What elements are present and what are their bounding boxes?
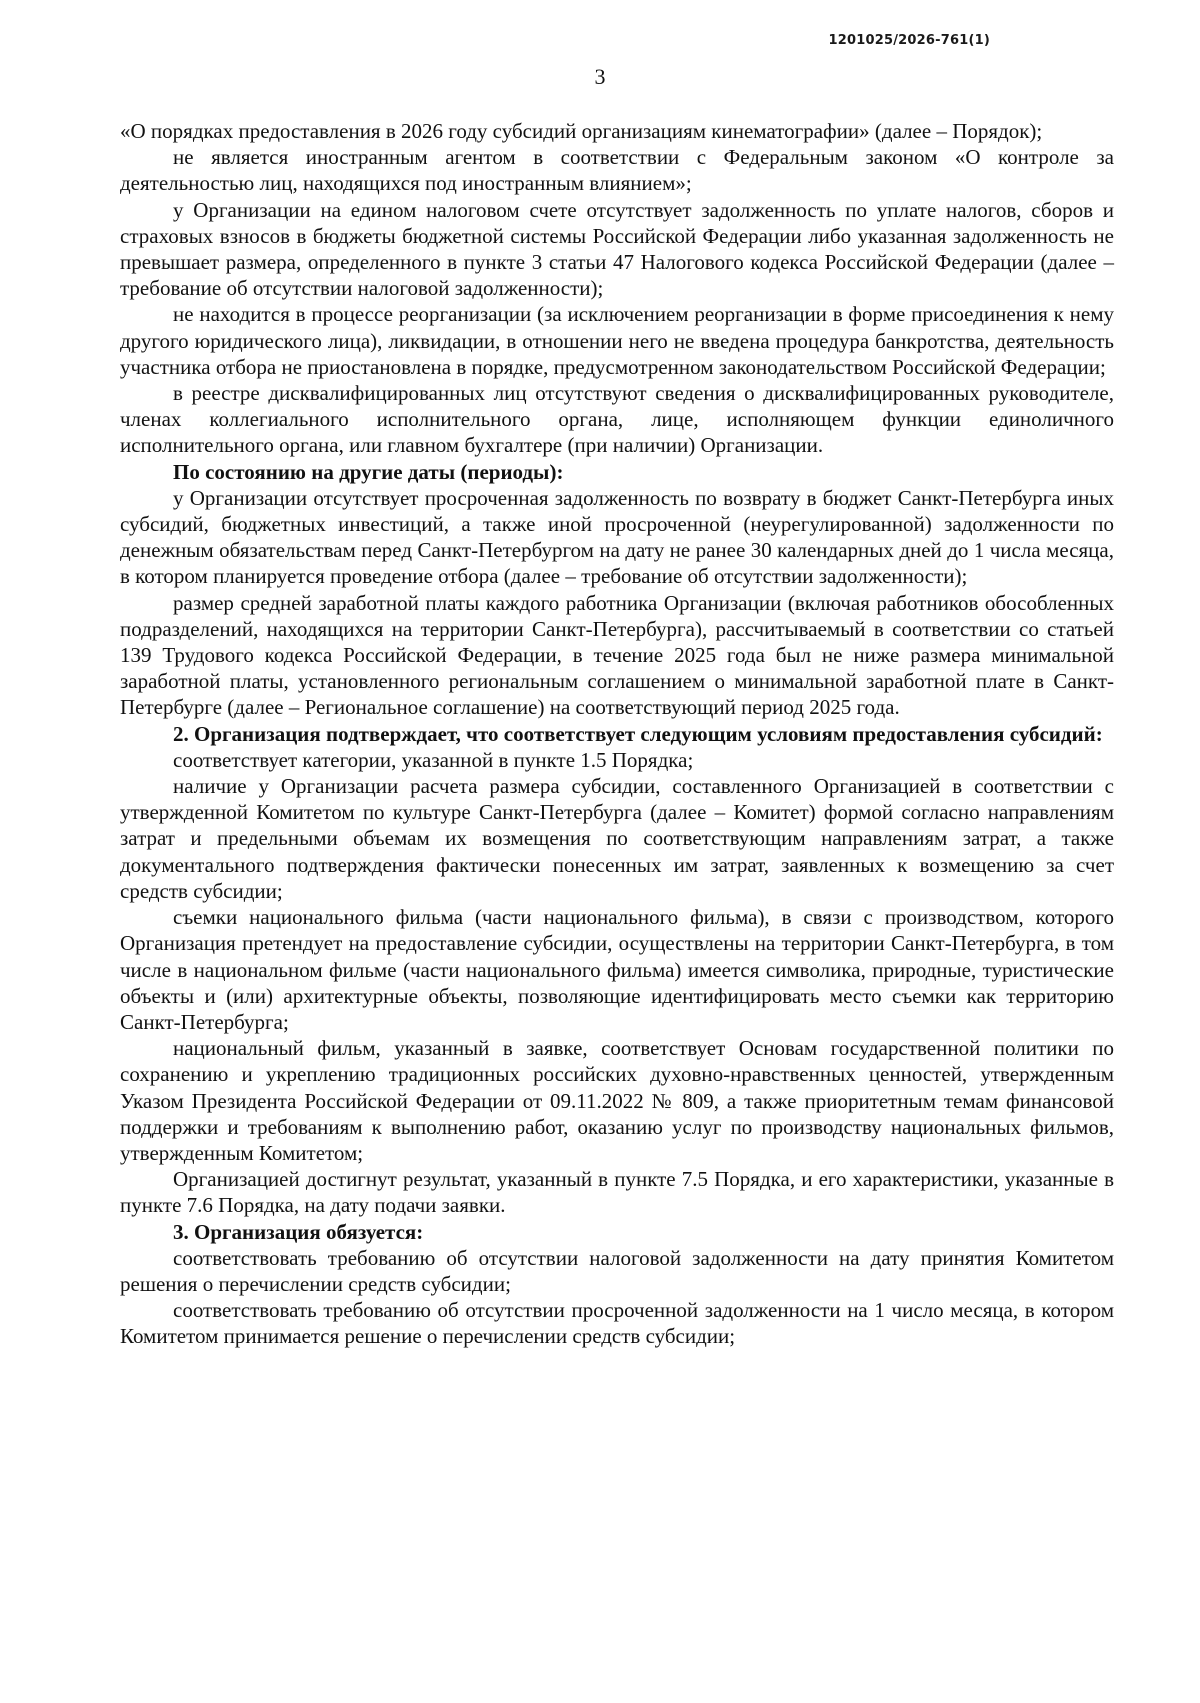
paragraph-filming-location: съемки национального фильма (части национального фильма), в связи с производством, которого Организация претендует на предоставление субсидии, осуществлены на территории Санкт-Петербурга, в том числе в национальном фильме (части национального фильма) имеется символика, природные, туристические объекты и (или) архитектурные объекты, позволяющие идентифицировать место съемки как территорию Санкт-Петербурга;: [120, 905, 1114, 1034]
paragraph-disqualified-persons: в реестре дисквалифицированных лиц отсутствуют сведения о дисквалифицированных руководителе, членах коллегиального исполнительного органа, лице, исполняющем функции единоличного исполнительного органа, или главном бухгалтере (при наличии) Организации.: [120, 381, 1114, 458]
subheading-other-dates: По состоянию на другие даты (периоды):: [173, 459, 564, 484]
paragraph-result-achieved: Организацией достигнут результат, указанный в пункте 7.5 Порядка, и его характеристики, указанные в пункте 7.6 Порядка, на дату подачи заявки.: [120, 1167, 1114, 1218]
paragraph-obligation-tax: соответствовать требованию об отсутствии налоговой задолженности на дату принятия Комитетом решения о перечислении средств субсидии;: [120, 1245, 1114, 1296]
paragraph-obligation-overdue: соответствовать требованию об отсутствии просроченной задолженности на 1 число месяца, в котором Комитетом принимается решение о перечислении средств субсидии;: [120, 1298, 1114, 1349]
paragraph-procedure-reference: «О порядках предоставления в 2026 году субсидий организациям кинематографии» (далее – Порядок);: [120, 119, 1043, 143]
section-2-heading: 2. Организация подтверждает, что соответствует следующим условиям предоставления субсидий:: [173, 721, 1103, 746]
document-body: [120, 118, 1114, 1350]
section-3-heading: 3. Организация обязуется:: [173, 1219, 424, 1244]
paragraph-foreign-agent: не является иностранным агентом в соответствии с Федеральным законом «О контроле за деятельностью лиц, находящихся под иностранным влиянием»;: [120, 145, 1114, 196]
paragraph-overdue-debt: у Организации отсутствует просроченная задолженность по возврату в бюджет Санкт-Петербурга иных субсидий, бюджетных инвестиций, а также иной просроченной (неурегулированной) задолженности по денежным обязательствам перед Санкт-Петербургом на дату не ранее 30 календарных дней до 1 числа месяца, в котором планируется проведение отбора (далее – требование об отсутствии задолженности);: [120, 485, 1114, 589]
paragraph-average-salary: размер средней заработной платы каждого работника Организации (включая работников обособленных подразделений, находящихся на территории Санкт-Петербурга), рассчитываемый в соответствии со статьей 139 Трудового кодекса Российской Федерации, в течение 2025 года был не ниже размера минимальной заработной платы, установленного региональным соглашением о минимальной заработной плате в Санкт-Петербурге (далее – Региональное соглашение) на соответствующий период 2025 года.: [120, 590, 1114, 720]
paragraph-reorganization: не находится в процессе реорганизации (за исключением реорганизации в форме присоединения к нему другого юридического лица), ликвидации, в отношении него не введена процедура банкротства, деятельность участника отбора не приостановлена в порядке, предусмотренном законодательством Российской Федерации;: [120, 302, 1114, 379]
paragraph-national-film-values: национальный фильм, указанный в заявке, соответствует Основам государственной политики по сохранению и укреплению традиционных российских духовно-нравственных ценностей, утвержденным Указом Президента Российской Федерации от 09.11.2022 № 809, а также приоритетным темам финансовой поддержки и требованиям к выполнению работ, оказанию услуг по производству национальных фильмов, утвержденным Комитетом;: [120, 1036, 1114, 1165]
paragraph-subsidy-calculation: наличие у Организации расчета размера субсидии, составленного Организацией в соответствии с утвержденной Комитетом по культуре Санкт-Петербурга (далее – Комитет) формой согласно направлениям затрат и предельными объемам их возмещения по соответствующим направлениям затрат, а также документального подтверждения фактически понесенных им затрат, заявленных к возмещению за счет средств субсидии;: [120, 774, 1114, 903]
paragraph-category: соответствует категории, указанной в пункте 1.5 Порядка;: [173, 747, 694, 772]
document-number: 1201025/2026-761(1): [828, 33, 990, 48]
page-number: 3: [594, 64, 606, 89]
paragraph-tax-debt: у Организации на едином налоговом счете отсутствует задолженность по уплате налогов, сборов и страховых взносов в бюджеты бюджетной системы Российской Федерации либо указанная задолженность не превышает размера, определенного в пункте 3 статьи 47 Налогового кодекса Российской Федерации (далее – требование об отсутствии налоговой задолженности);: [120, 197, 1114, 301]
